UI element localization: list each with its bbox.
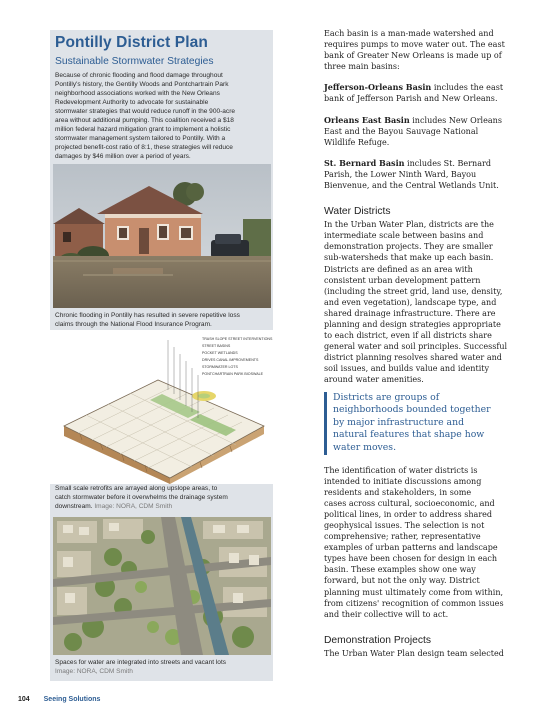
pull-quote xyxy=(324,392,510,455)
page-number: 104 xyxy=(18,696,30,703)
text-line: sub-watersheds that make up each basin. xyxy=(324,253,494,263)
text-line: Bienvenue, and the Central Wetlands Unit. xyxy=(324,181,499,191)
text-line: soil issues, and builds value and identity xyxy=(324,364,490,374)
text-line: planning must ultimately come from within, xyxy=(324,587,504,597)
sidebar-body-line: projected benefit-cost ratio of 8:1, these strategies will reduce xyxy=(55,144,233,151)
text-line xyxy=(324,82,510,93)
text-line: demonstration projects. They are smaller xyxy=(324,242,493,252)
text-line: general water and soil principles. Successful xyxy=(324,342,508,352)
diagram-caption xyxy=(55,484,269,511)
caption-line: catch stormwater before it overwhelms the drainage system xyxy=(55,494,228,501)
text-line xyxy=(324,115,510,126)
text-line: Parish, the Lower Ninth Ward, Bayou xyxy=(324,169,477,179)
image-credit: Image: NORA, CDM Smith xyxy=(55,668,133,675)
sidebar-body-line: area without additional pumping. This coalition received a $18 xyxy=(55,117,234,124)
sidebar-body-line: stormwater strategies that would reduce runoff in the 900-acre xyxy=(55,108,236,115)
aerial-caption xyxy=(55,658,269,676)
text-line: The Urban Water Plan design team selected xyxy=(324,648,504,658)
sidebar-body-line: Redevelopment Authority to advocate for sustainable xyxy=(55,99,209,106)
section-name: Seeing Solutions xyxy=(43,696,101,703)
text-line: and their collective will to act. xyxy=(324,609,449,619)
text-line: Wildlife Refuge. xyxy=(324,137,390,147)
stormwater-diagram xyxy=(50,330,273,484)
text-line: geophysical issues. The selection is not xyxy=(324,520,485,530)
diagram-label: TRASH SLOPE STREET INTERVENTIONS xyxy=(202,337,273,341)
basin-jefferson-orleans xyxy=(324,82,510,104)
diagram-label: DRIVES CANAL IMPROVEMENTS xyxy=(202,358,259,362)
intro-paragraph xyxy=(324,28,510,72)
sidebar-body-line: million federal hazard mitigation grant to implement a holistic xyxy=(55,126,231,133)
water-districts-heading: Water Districts xyxy=(324,206,391,218)
caption-line: Small scale retrofits are arrayed along upslope areas, to xyxy=(55,485,218,492)
text-line: Districts are defined as an area with xyxy=(324,264,473,274)
text-line: requires pumps to move water out. The east xyxy=(324,40,505,50)
text-line: intended to initiate discussions among xyxy=(324,476,482,486)
text-line: basin. These examples show one way xyxy=(324,565,476,575)
basin-text: includes St. Bernard xyxy=(404,158,492,168)
caption-line xyxy=(55,502,269,511)
text-line: planning and design strategies appropriate xyxy=(324,319,501,329)
sidebar-body-line: Pontilly's history, the Gentilly Woods and Pontchartrain Park xyxy=(55,81,229,88)
basin-name: Orleans East Basin xyxy=(324,114,410,125)
identification-paragraph xyxy=(324,465,510,620)
diagram-label: STORMWATER LOTS xyxy=(202,365,238,369)
page-footer xyxy=(18,696,100,703)
text-line: Each basin is a man-made watershed and xyxy=(324,29,494,38)
text-line xyxy=(324,158,510,169)
text-line: bank of Greater New Orleans is made up of xyxy=(324,51,502,61)
demonstration-paragraph xyxy=(324,648,510,659)
diagram-label: PONTCHARTRAIN PARK BIOSWALE xyxy=(202,372,264,376)
text-line: The identification of water districts is xyxy=(324,465,478,475)
demonstration-projects-heading: Demonstration Projects xyxy=(324,634,432,646)
text-line: district planning resolves shared water and xyxy=(324,353,502,363)
caption-line: Chronic flooding in Pontilly has resulted in severe repetitive loss xyxy=(55,312,240,319)
text-line: bank of Jefferson Parish and New Orleans. xyxy=(324,94,498,104)
text-line: from citizens' recognition of common issues xyxy=(324,598,504,608)
sidebar-body-line: Because of chronic flooding and flood damage throughout xyxy=(55,72,223,79)
quote-line: Districts are groups of xyxy=(333,391,440,403)
basin-orleans-east xyxy=(324,115,510,148)
basin-name: Jefferson-Orleans Basin xyxy=(324,82,432,93)
caption-line: Spaces for water are integrated into streets and vacant lots xyxy=(55,659,227,666)
basin-st-bernard xyxy=(324,158,510,191)
quote-line: natural features that shape how xyxy=(333,429,485,441)
water-districts-paragraph xyxy=(324,219,510,385)
text-line: comprehensive; rather, representative xyxy=(324,532,481,542)
image-credit: Image: NORA, CDM Smith xyxy=(94,503,173,510)
basin-name: St. Bernard Basin xyxy=(324,157,405,168)
text-line: political lines, in order to address shared xyxy=(324,509,493,519)
text-line: and even vegetation), landscape type, and xyxy=(324,297,497,307)
text-line: consistent urban development pattern xyxy=(324,275,481,285)
text-line: East and the Bayou Sauvage National xyxy=(324,126,479,136)
sidebar-body-line: stormwater management system tailored to Pontilly. With a xyxy=(55,135,226,142)
basin-text: includes New Orleans xyxy=(409,115,502,125)
quote-line: neighborhoods bounded together xyxy=(333,404,491,416)
sidebar-body-line: neighborhood associations worked with the New Orleans xyxy=(55,90,220,97)
diagram-label: POCKET WETLANDS xyxy=(202,351,238,355)
sidebar-title: Pontilly District Plan xyxy=(55,34,208,51)
text-line: around water amenities. xyxy=(324,375,424,385)
text-line: (including the street grid, land use, density, xyxy=(324,286,503,296)
aerial-rendering-photo xyxy=(53,517,271,655)
text-line: three main basins: xyxy=(324,62,400,72)
quote-line: water moves. xyxy=(333,441,397,453)
text-line: types have been chosen for design in each xyxy=(324,554,498,564)
flooded-house-photo xyxy=(53,164,271,308)
text-line: In the Urban Water Plan, districts are the xyxy=(324,220,494,230)
text-line: shared drainage infrastructure. There are xyxy=(324,308,496,318)
text-line: intermediate scale between basins and xyxy=(324,231,484,241)
text-line: forward, but not the only way. District xyxy=(324,576,480,586)
basin-text: includes the east xyxy=(431,83,504,93)
caption-text: downstream. xyxy=(55,503,93,510)
caption-line: claims through the National Flood Insurance Program. xyxy=(55,321,212,328)
text-line: examples of urban patterns and landscape xyxy=(324,543,498,553)
main-column xyxy=(324,28,510,659)
diagram-label: STREET BASINS xyxy=(202,344,231,348)
text-line: to each district, even if all districts share xyxy=(324,331,492,341)
flooding-photo-caption xyxy=(55,311,269,329)
sidebar-subtitle: Sustainable Stormwater Strategies xyxy=(55,56,214,67)
sidebar-body xyxy=(55,71,269,161)
quote-line: by major infrastructure and xyxy=(333,416,465,428)
sidebar-panel xyxy=(50,30,273,681)
text-line: residents and stakeholders, in some xyxy=(324,487,472,497)
text-line: cases across cultural, socioeconomic, and xyxy=(324,498,495,508)
sidebar-body-line: damages by $46 million over a period of years. xyxy=(55,153,191,160)
